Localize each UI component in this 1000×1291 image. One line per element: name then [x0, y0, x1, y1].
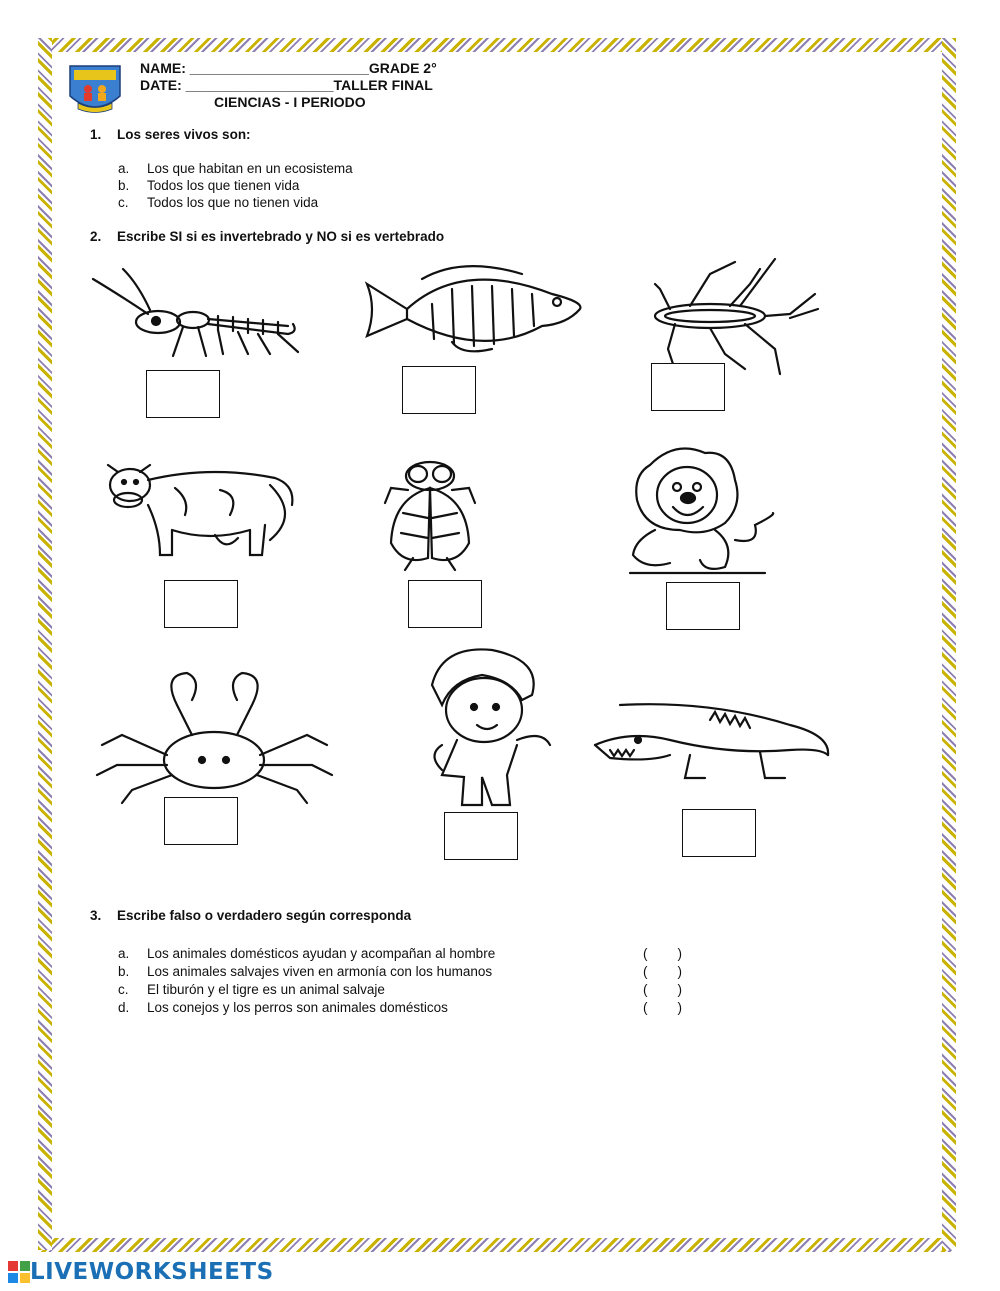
question-3-option: d. Los conejos y los perros son animales domésticos	[118, 1000, 448, 1015]
question-text: Los seres vivos son:	[117, 127, 251, 142]
fish-icon	[362, 264, 587, 356]
question-3-option: a. Los animales domésticos ayudan y acompañan al hombre	[118, 946, 496, 961]
question-1-option: b. Todos los que tienen vida	[118, 178, 300, 193]
name-line: NAME: _______________________GRADE 2°	[140, 60, 437, 76]
question-1-title	[90, 127, 251, 142]
question-1-option: a. Los que habitan en un ecosistema	[118, 161, 353, 176]
liveworksheets-logo-icon	[8, 1261, 30, 1283]
answer-box-ant[interactable]	[146, 370, 220, 418]
answer-box-fly[interactable]	[408, 580, 482, 628]
answer-box-boy[interactable]	[444, 812, 518, 860]
border-top	[38, 38, 956, 52]
crab-icon	[92, 665, 337, 805]
question-number: 1.	[90, 127, 102, 142]
ant-icon	[88, 264, 303, 359]
answer-blank[interactable]: ( )	[643, 982, 682, 997]
border-bottom	[38, 1238, 956, 1252]
question-2-title: 2. Escribe SI si es invertebrado y NO si es vertebrado	[90, 229, 445, 244]
date-line: DATE: ___________________TALLER FINAL	[140, 77, 433, 93]
subject-line: CIENCIAS - I PERIODO	[214, 94, 366, 110]
school-logo-icon	[66, 62, 124, 116]
answer-box-water-bug[interactable]	[651, 363, 725, 411]
cow-icon	[100, 460, 300, 558]
boy-icon	[402, 645, 557, 807]
fly-icon	[383, 458, 478, 573]
answer-box-crab[interactable]	[164, 797, 238, 845]
question-1-option: c. Todos los que no tienen vida	[118, 195, 319, 210]
answer-box-fish[interactable]	[402, 366, 476, 414]
question-3-title: 3. Escribe falso o verdadero según corresponda	[90, 908, 412, 923]
answer-blank[interactable]: ( )	[643, 1000, 682, 1015]
crocodile-icon	[590, 700, 835, 782]
lion-icon	[625, 445, 780, 575]
answer-box-cow[interactable]	[164, 580, 238, 628]
question-3-option: c. El tiburón y el tigre es un animal salvaje	[118, 982, 385, 997]
answer-blank[interactable]: ( )	[643, 964, 682, 979]
answer-box-crocodile[interactable]	[682, 809, 756, 857]
border-right	[942, 38, 956, 1250]
answer-box-lion[interactable]	[666, 582, 740, 630]
answer-blank[interactable]: ( )	[643, 946, 682, 961]
question-3-option: b. Los animales salvajes viven en armonía con los humanos	[118, 964, 493, 979]
border-left	[38, 38, 52, 1250]
liveworksheets-brand	[8, 1259, 274, 1285]
brand-name: LIVEWORKSHEETS	[30, 1259, 274, 1285]
